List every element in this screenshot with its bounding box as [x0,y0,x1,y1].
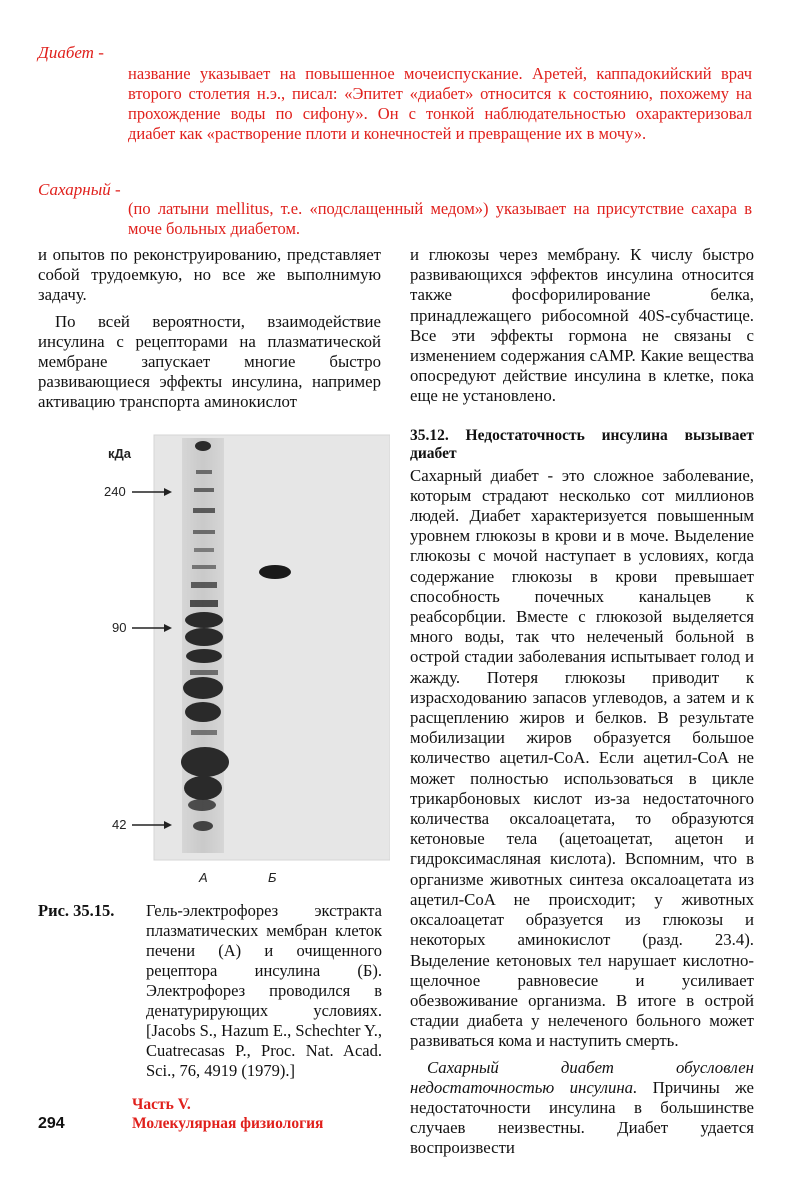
note-term-sakharny: Сахарный - [38,180,121,199]
left-column [38,245,381,413]
right-paragraph-1: и глюкозы через мембрану. К числу быстро развивающихся эффектов инсулина относится также фосфорилирование белка, принадлежащего рибосомной 40S-субчастице. Все эти эффекты гормона не связаны с изменением содержания cAMP. Какие вещества опосредуют действие инсулина в клетке, пока еще не установлено. [410,245,754,406]
left-paragraph-1: и опытов по реконструированию, представляет собой трудоемкую, но все же выполнимую задачу. [38,245,381,305]
footer-part-title: Молекулярная физиология [132,1115,324,1132]
right-paragraph-3-rest: Причины же недостаточности инсулина в большинстве случаев неизвестны. Диабет удается воспроизвести [410,1077,754,1158]
lane-label-b: Б [268,870,277,885]
gel-image [90,430,390,890]
section-heading: 35.12. Недостаточность инсулина вызывает диабет [410,426,754,462]
note-text-diabet: название указывает на повышенное мочеиспускание. Аретей, каппадокийский врач второго столетия н.э., писал: «Эпитет «диабет» относится к состоянию, похожему на прохождение воды по сифону». Он с тонкой наблюдательностью охарактеризовал диабет как «растворение плоти и конечностей и превращение их в мочу». [128,64,752,143]
figure-caption-label: Рис. 35.15. [38,901,115,920]
page-number: 294 [38,1115,65,1132]
marker-90-label: 90 [112,620,127,635]
right-paragraph-2: Сахарный диабет - это сложное заболевание, которым страдают несколько сот миллионов людей. Диабет характеризуется повышенным уровнем глюкозы в крови и в моче. Выделение глюкозы с мочой наступает в условиях, когда содержание глюкозы в крови превышает способность почечных канальцев к реабсорбции. Вместе с глюкозой выделяется много воды, так что нелеченый больной в острой стадии заболевания испытывает голод и жажду. Потеря глюкозы приводит к израсходованию запасов углеводов, а затем и к расщеплению жиров и белков. В результате мобилизации жиров образуется большое количество ацетил-CoA. Если ацетил-CoA не может полностью использоваться в цикле трикарбоновых кислот из-за недостаточного количества оксалоацетата, то образуются кетоновые тела (ацетоацетат, ацетон и гидроксимасляная кислота). Вспомним, что в организме животных синтеза оксалоацетата из ацетил-CoA не происходит; у животных оксалоацетат образуется из глюкозы и некоторых аминокислот (разд. 23.4). Выделение кетоновых тел нарушает кислотно-щелочное равновесие и усиливает обезвоживание организма. В итоге в острой стадии диабета у нелеченого больного может развиваться кома и наступить смерть. [410,465,754,1051]
note-text-sakharny: (по латыни mellitus, т.е. «подслащенный медом») указывает на присутствие сахара в моче больных диабетом. [128,199,752,238]
gel-figure [90,430,390,890]
right-paragraph-3-italic: Сахарный диабет обусловлен недостаточностью инсулина. [410,1057,754,1097]
left-paragraph-2: По всей вероятности, взаимодействие инсулина с рецепторами на плазматической мембране запускает многие быстро развивающиеся эффекты инсулина, например активацию транспорта аминокислот [38,311,381,412]
lane-label-a: А [199,870,208,885]
marker-42-label: 42 [112,817,127,832]
note-term-diabet: Диабет - [38,43,104,62]
figure-caption-text: Гель-электрофорез экстракта плазматических мембран клеток печени (А) и очищенного рецептора инсулина (Б). Электрофорез проводился в денатурирующих условиях. [Jacobs S., Hazum E., Schechter Y., Cuatrecasas P., Proc. Nat. Acad. Sci., 76, 4919 (1979).] [146,901,382,1080]
gel-unit-label: кДа [108,446,131,461]
right-paragraph-3 [410,1058,754,1159]
lane-b-band [259,565,291,579]
marker-240-label: 240 [104,484,126,499]
right-column [410,245,754,1159]
footer-part: Часть V. [132,1096,191,1113]
